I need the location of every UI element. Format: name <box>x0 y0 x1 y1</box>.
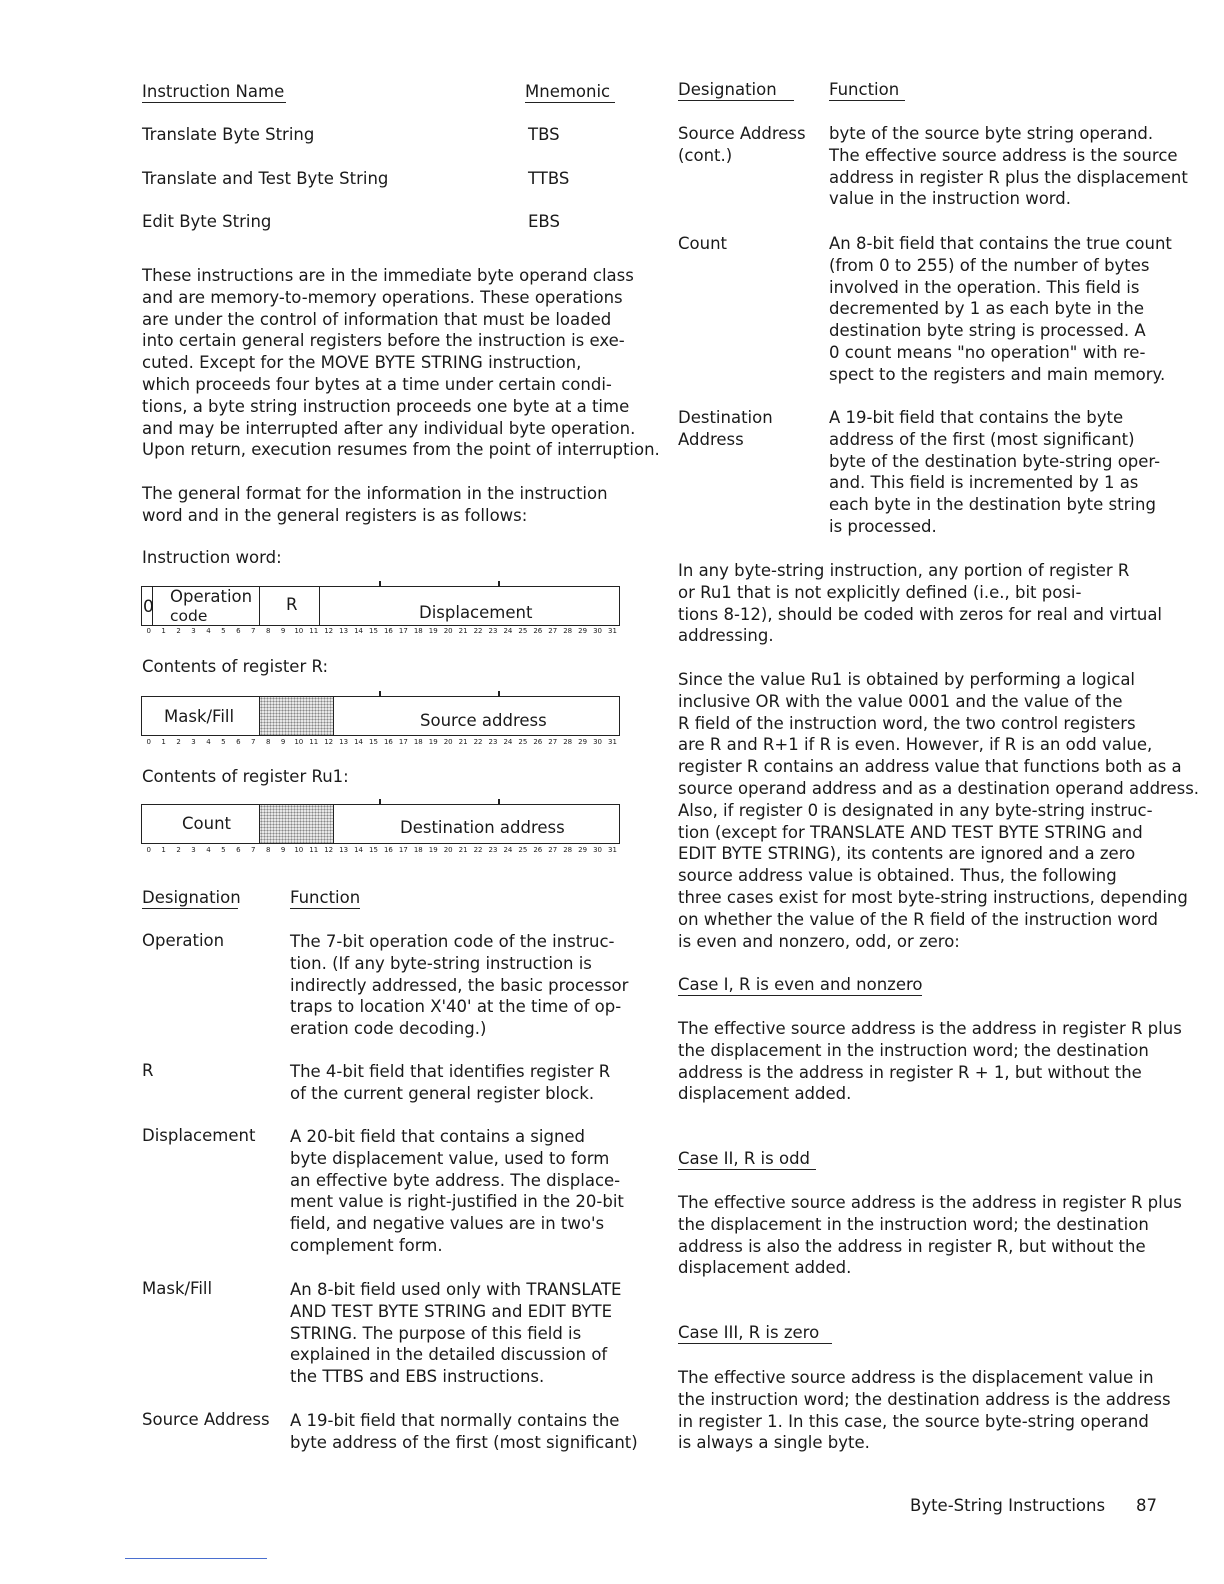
instruction-word-diagram <box>141 586 620 626</box>
bit-number: 14 <box>354 627 364 635</box>
bit-number: 6 <box>236 738 241 746</box>
bit-number: 26 <box>533 846 543 854</box>
designation-function: The 4-bit field that identifies register R of the current general register block. <box>290 1062 611 1103</box>
bit-number: 21 <box>458 738 468 746</box>
bit-number: 15 <box>369 846 378 854</box>
bit-number: 20 <box>443 846 453 854</box>
bit-number: 25 <box>518 846 528 854</box>
bit-number: 11 <box>309 846 319 854</box>
bit-number: 9 <box>280 846 286 854</box>
bit-number: 17 <box>398 627 408 635</box>
bit-number: 11 <box>309 627 319 635</box>
bit-number: 23 <box>488 846 498 854</box>
designation-function: An 8-bit field that contains the true count (from 0 to 255) of the number of bytes involved in the operation. This field is decremented by 1 as each byte in the destination byte string is processed. A 0 count means "no operation" with re- spect to the registers and main memory. <box>829 234 1172 384</box>
bit-number: 29 <box>578 627 588 635</box>
instruction-word-label: Instruction word: <box>142 548 282 567</box>
bit-number: 24 <box>503 738 513 746</box>
designation-name: Displacement <box>142 1126 256 1145</box>
bit-number: 6 <box>236 846 241 854</box>
designation-name: R <box>142 1061 154 1080</box>
bit-number: 30 <box>593 846 603 854</box>
bit-number: 3 <box>191 846 196 854</box>
bit-number: 16 <box>383 738 393 746</box>
bit-number: 30 <box>593 738 603 746</box>
bit-number: 27 <box>548 846 558 854</box>
format-paragraph: The general format for the information in the instruction word and in the general registers is as follows: <box>142 484 608 525</box>
mnemonic-header: Mnemonic <box>525 82 615 103</box>
bit-number: 28 <box>563 627 573 635</box>
bit-number: 23 <box>488 738 498 746</box>
bit-number: 28 <box>563 738 573 746</box>
table-row-name: Edit Byte String <box>142 212 272 231</box>
bit-number: 31 <box>608 627 617 635</box>
register-ru1-label: Contents of register Ru1: <box>142 767 349 786</box>
page-number: 87 <box>1136 1496 1157 1515</box>
bit-number: 4 <box>206 627 211 635</box>
bit-number: 1 <box>161 846 166 854</box>
function-header-left: Function <box>290 888 361 907</box>
bit-number: 2 <box>176 627 181 635</box>
table-row-mnemonic: TBS <box>528 125 560 144</box>
paragraph-register-cases: Since the value Ru1 is obtained by performing a logical inclusive OR with the value 0001 and the value of the R field of the instruction word, the two control registers are R and R+1 if R is even. However, if R is an odd value, register R contains an address value that functions both as a source operand address and as a destination operand address. Also, if register 0 is designated in any byte-string instruc- tion (except for TRANSLATE AND TEST BYTE STRING and EDIT BYTE STRING), its contents are ignored and a zero source address value is obtained. Thus, the following three cases exist for most byte-string instructions, depending on whether the value of the R field of the instruction word is even and nonzero, odd, or zero: <box>678 670 1200 951</box>
bit-number: 18 <box>413 738 423 746</box>
bit-number: 31 <box>608 846 617 854</box>
footer-section-title: Byte-String Instructions <box>910 1496 1106 1515</box>
bit-number: 13 <box>339 738 349 746</box>
bit-number: 1 <box>161 627 166 635</box>
bit-number: 19 <box>428 846 438 854</box>
bit-number: 24 <box>503 627 513 635</box>
bit-number: 8 <box>265 846 271 854</box>
bit-number: 11 <box>309 738 319 746</box>
bit-number: 10 <box>294 627 304 635</box>
bit-number: 22 <box>473 846 483 854</box>
paragraph-unused-bits: In any byte-string instruction, any portion of register R or Ru1 that is not explicitly defined (i.e., bit posi- tions 8-12), should be coded with zeros for real and virtual addressing. <box>678 561 1163 646</box>
bit-number: 17 <box>398 738 408 746</box>
designation-header-left: Designation <box>142 888 241 907</box>
count-field-label: Count <box>182 814 232 833</box>
source-address-field-label: Source address <box>420 711 547 730</box>
bit-number: 18 <box>413 627 423 635</box>
bit-number: 12 <box>324 627 334 635</box>
designation-function: A 19-bit field that normally contains the byte address of the first (most significant) <box>290 1411 638 1452</box>
case-2-title: Case II, R is odd <box>678 1149 816 1170</box>
designation-name: Mask/Fill <box>142 1279 213 1298</box>
table-row-name: Translate and Test Byte String <box>142 169 389 188</box>
displacement-field-label: Displacement <box>419 603 533 622</box>
bit-numbers-instruction <box>141 627 619 637</box>
bit-number: 14 <box>354 738 364 746</box>
bit-number: 22 <box>473 738 483 746</box>
bit-number: 26 <box>533 627 543 635</box>
table-row-mnemonic: EBS <box>528 212 560 231</box>
bit-number: 16 <box>383 627 393 635</box>
case-3-body: The effective source address is the displacement value in the instruction word; the destination address is the address in register 1. In this case, the source byte-string operand is always a single byte. <box>678 1368 1171 1453</box>
bit-number: 10 <box>294 738 304 746</box>
bit-number: 5 <box>221 846 226 854</box>
bit-number: 21 <box>458 846 468 854</box>
bit-number: 7 <box>251 846 256 854</box>
bit-number: 25 <box>518 627 528 635</box>
bit-number: 19 <box>428 738 438 746</box>
bit-number: 15 <box>369 627 378 635</box>
bit-number: 9 <box>280 627 286 635</box>
destination-address-field-label: Destination address <box>400 818 565 837</box>
bit-number: 20 <box>443 738 453 746</box>
designation-function: An 8-bit field used only with TRANSLATE AND TEST BYTE STRING and EDIT BYTE STRING. The purpose of this field is explained in the detailed discussion of the TTBS and EBS instructions. <box>290 1280 622 1387</box>
bit-number: 2 <box>176 738 181 746</box>
bit-number: 28 <box>563 846 573 854</box>
bit-number: 1 <box>161 738 166 746</box>
designation-name: Source Address <box>142 1410 270 1429</box>
bit-number: 8 <box>265 627 271 635</box>
bit-number: 4 <box>206 846 211 854</box>
bit-numbers-register-ru1 <box>141 846 619 856</box>
instruction-name-header: Instruction Name <box>142 82 285 101</box>
bit-number: 23 <box>488 627 498 635</box>
bit-number: 13 <box>339 846 349 854</box>
bit-number: 3 <box>191 738 196 746</box>
scan-artifact-line <box>125 1558 267 1559</box>
bit-number: 6 <box>236 627 241 635</box>
bit-number: 13 <box>339 627 349 635</box>
bit-number: 17 <box>398 846 408 854</box>
bit-number: 22 <box>473 627 483 635</box>
bit-number: 5 <box>221 627 226 635</box>
designation-name: Destination Address <box>678 408 773 449</box>
bit-number: 27 <box>548 627 558 635</box>
designation-name: Source Address (cont.) <box>678 124 806 165</box>
designation-function: A 20-bit field that contains a signed byte displacement value, used to form an effective byte address. The displace- ment value is right-justified in the 20-bit field, and negative values are in two's complement form. <box>290 1127 624 1255</box>
bit-number: 19 <box>428 627 438 635</box>
bit-number: 27 <box>548 738 558 746</box>
table-row-mnemonic: TTBS <box>528 169 570 188</box>
bit-number: 20 <box>443 627 453 635</box>
opcode-label-line1: Operation <box>170 587 253 606</box>
r-field-label: R <box>286 595 298 614</box>
bit-number: 25 <box>518 738 528 746</box>
register-r-label: Contents of register R: <box>142 657 329 676</box>
designation-function: byte of the source byte string operand. The effective source address is the source address in register R plus the displacement value in the instruction word. <box>829 124 1188 209</box>
case-1-title: Case I, R is even and nonzero <box>678 975 923 994</box>
bit-number: 10 <box>294 846 304 854</box>
register-r-diagram <box>141 696 620 736</box>
bit-number: 5 <box>221 738 226 746</box>
bit-number: 3 <box>191 627 196 635</box>
bit-number: 12 <box>324 846 334 854</box>
designation-header-right: Designation <box>678 80 794 101</box>
bit-number: 29 <box>578 846 588 854</box>
case-2-body: The effective source address is the address in register R plus the displacement in the instruction word; the destination address is also the address in register R, but without the displacement added. <box>678 1193 1182 1278</box>
bit-number: 15 <box>369 738 378 746</box>
bit-number: 31 <box>608 738 617 746</box>
mask-fill-field-label: Mask/Fill <box>164 707 235 726</box>
bit-number: 0 <box>146 627 151 635</box>
bit-number: 18 <box>413 846 423 854</box>
designation-function: The 7-bit operation code of the instruc- tion. (If any byte-string instruction is indirectly addressed, the basic processor traps to location X'40' at the time of op- eration code decoding.) <box>290 932 629 1039</box>
intro-paragraph: These instructions are in the immediate byte operand class and are memory-to-memory operations. These operations are under the control of information that must be loaded into certain general registers before the instruction is exe- cuted. Except for the MOVE BYTE STRING instruction, which proceeds four bytes at a time under certain condi- tions, a byte string instruction proceeds one byte at a time and may be interrupted after any individual byte operation. Upon return, execution resumes from the point of interruption. <box>142 266 660 460</box>
case-1-body: The effective source address is the address in register R plus the displacement in the instruction word; the destination address is the address in register R + 1, but without the displacement added. <box>678 1019 1182 1104</box>
bit-number: 0 <box>146 738 151 746</box>
case-3-title: Case III, R is zero <box>678 1323 832 1344</box>
bit-number: 4 <box>206 738 211 746</box>
bit-number: 26 <box>533 738 543 746</box>
opcode-label-line2: code <box>170 607 208 625</box>
bit-number: 2 <box>176 846 181 854</box>
bit-number: 24 <box>503 846 513 854</box>
function-header-right: Function <box>829 80 905 101</box>
bit-number: 14 <box>354 846 364 854</box>
bit-number: 16 <box>383 846 393 854</box>
bit-number: 9 <box>280 738 286 746</box>
bit-number: 30 <box>593 627 603 635</box>
designation-function: A 19-bit field that contains the byte address of the first (most significant) byte of the destination byte-string oper- and. This field is incremented by 1 as each byte in the destination byte string is processed. <box>829 408 1161 536</box>
bit-numbers-register-r <box>141 738 619 748</box>
bit-number: 7 <box>251 627 256 635</box>
register-ru1-diagram <box>141 804 620 844</box>
designation-name: Operation <box>142 931 225 950</box>
designation-name: Count <box>678 234 728 253</box>
bit-number: 29 <box>578 738 588 746</box>
bit-number: 21 <box>458 627 468 635</box>
bit-number: 0 <box>146 846 151 854</box>
table-row-name: Translate Byte String <box>142 125 315 144</box>
indirect-bit: 0 <box>143 597 154 617</box>
bit-number: 12 <box>324 738 334 746</box>
bit-number: 8 <box>265 738 271 746</box>
bit-number: 7 <box>251 738 256 746</box>
